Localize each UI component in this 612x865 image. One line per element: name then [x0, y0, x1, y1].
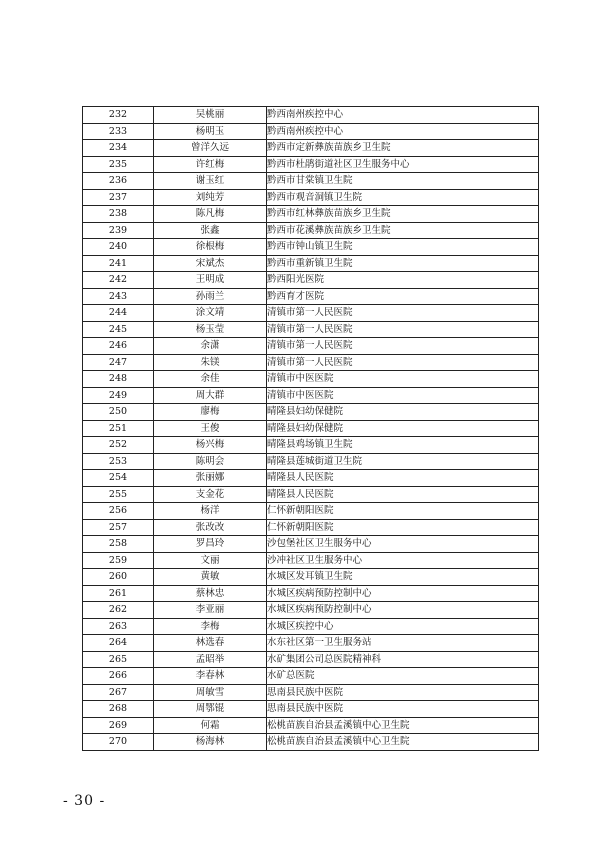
name-cell: 吴桃丽 [154, 107, 267, 124]
table-row [83, 651, 539, 668]
name-cell: 杨兴梅 [154, 437, 267, 454]
name-cell: 黄敏 [154, 569, 267, 586]
table-row [83, 255, 539, 272]
organization-cell: 晴隆县人民医院 [267, 486, 539, 503]
table-row [83, 717, 539, 734]
table-row [83, 239, 539, 256]
name-cell: 何霜 [154, 717, 267, 734]
name-cell: 陈凡梅 [154, 206, 267, 223]
organization-cell: 水矿集团公司总医院精神科 [267, 651, 539, 668]
organization-cell: 黔西南州疾控中心 [267, 123, 539, 140]
name-cell: 孟昭举 [154, 651, 267, 668]
table-row [83, 338, 539, 355]
row-number-cell: 260 [83, 569, 154, 586]
organization-cell: 晴隆县妇幼保健院 [267, 404, 539, 421]
roster-table-body [83, 107, 539, 751]
table-row [83, 305, 539, 322]
organization-cell: 清镇市中医医院 [267, 387, 539, 404]
name-cell: 张鑫 [154, 222, 267, 239]
row-number-cell: 242 [83, 272, 154, 289]
organization-cell: 黔西市定新彝族苗族乡卫生院 [267, 140, 539, 157]
organization-cell: 黔西市重新镇卫生院 [267, 255, 539, 272]
roster-table [82, 106, 539, 751]
table-row [83, 552, 539, 569]
table-row [83, 618, 539, 635]
table-row [83, 470, 539, 487]
row-number-cell: 248 [83, 371, 154, 388]
name-cell: 罗昌玲 [154, 536, 267, 553]
table-row [83, 387, 539, 404]
table-row [83, 585, 539, 602]
name-cell: 张改改 [154, 519, 267, 536]
name-cell: 曾洋久远 [154, 140, 267, 157]
organization-cell: 清镇市第一人民医院 [267, 321, 539, 338]
name-cell: 孙雨兰 [154, 288, 267, 305]
name-cell: 徐根梅 [154, 239, 267, 256]
row-number-cell: 234 [83, 140, 154, 157]
organization-cell: 仁怀新朝阳医院 [267, 519, 539, 536]
row-number-cell: 238 [83, 206, 154, 223]
table-row [83, 701, 539, 718]
name-cell: 周敏雪 [154, 684, 267, 701]
row-number-cell: 254 [83, 470, 154, 487]
organization-cell: 清镇市中医医院 [267, 371, 539, 388]
name-cell: 文丽 [154, 552, 267, 569]
row-number-cell: 257 [83, 519, 154, 536]
row-number-cell: 241 [83, 255, 154, 272]
table-row [83, 635, 539, 652]
name-cell: 王明成 [154, 272, 267, 289]
organization-cell: 仁怀新朝阳医院 [267, 503, 539, 520]
page-number: - 30 - [63, 793, 106, 809]
table-row [83, 536, 539, 553]
name-cell: 李梅 [154, 618, 267, 635]
organization-cell: 水矿总医院 [267, 668, 539, 685]
table-row [83, 371, 539, 388]
name-cell: 蔡林忠 [154, 585, 267, 602]
organization-cell: 黔西市钟山镇卫生院 [267, 239, 539, 256]
row-number-cell: 253 [83, 453, 154, 470]
row-number-cell: 259 [83, 552, 154, 569]
organization-cell: 黔西南州疾控中心 [267, 107, 539, 124]
name-cell: 杨海林 [154, 734, 267, 751]
row-number-cell: 265 [83, 651, 154, 668]
organization-cell: 清镇市第一人民医院 [267, 354, 539, 371]
table-row [83, 503, 539, 520]
organization-cell: 水城区疾控中心 [267, 618, 539, 635]
row-number-cell: 243 [83, 288, 154, 305]
table-row [83, 486, 539, 503]
name-cell: 余潇 [154, 338, 267, 355]
table-row [83, 173, 539, 190]
row-number-cell: 256 [83, 503, 154, 520]
row-number-cell: 237 [83, 189, 154, 206]
row-number-cell: 232 [83, 107, 154, 124]
row-number-cell: 236 [83, 173, 154, 190]
organization-cell: 晴隆县人民医院 [267, 470, 539, 487]
row-number-cell: 252 [83, 437, 154, 454]
name-cell: 杨洋 [154, 503, 267, 520]
name-cell: 李春林 [154, 668, 267, 685]
row-number-cell: 244 [83, 305, 154, 322]
row-number-cell: 233 [83, 123, 154, 140]
name-cell: 周鄂锟 [154, 701, 267, 718]
table-row [83, 734, 539, 751]
table-row [83, 453, 539, 470]
table-row [83, 189, 539, 206]
row-number-cell: 264 [83, 635, 154, 652]
row-number-cell: 269 [83, 717, 154, 734]
name-cell: 刘纯芳 [154, 189, 267, 206]
name-cell: 廖梅 [154, 404, 267, 421]
name-cell: 支金花 [154, 486, 267, 503]
row-number-cell: 240 [83, 239, 154, 256]
table-row [83, 288, 539, 305]
name-cell: 余佳 [154, 371, 267, 388]
organization-cell: 思南县民族中医院 [267, 684, 539, 701]
row-number-cell: 266 [83, 668, 154, 685]
organization-cell: 沙冲社区卫生服务中心 [267, 552, 539, 569]
organization-cell: 黔西阳光医院 [267, 272, 539, 289]
name-cell: 涂文靖 [154, 305, 267, 322]
table-row [83, 272, 539, 289]
name-cell: 宋斌杰 [154, 255, 267, 272]
row-number-cell: 255 [83, 486, 154, 503]
organization-cell: 思南县民族中医院 [267, 701, 539, 718]
row-number-cell: 235 [83, 156, 154, 173]
table-row [83, 569, 539, 586]
organization-cell: 黔西市甘棠镇卫生院 [267, 173, 539, 190]
row-number-cell: 249 [83, 387, 154, 404]
row-number-cell: 263 [83, 618, 154, 635]
table-row [83, 156, 539, 173]
row-number-cell: 247 [83, 354, 154, 371]
organization-cell: 晴隆县莲城街道卫生院 [267, 453, 539, 470]
name-cell: 李亚丽 [154, 602, 267, 619]
table-row [83, 668, 539, 685]
table-row [83, 140, 539, 157]
table-row [83, 107, 539, 124]
organization-cell: 水城区疾病预防控制中心 [267, 602, 539, 619]
organization-cell: 黔西市红林彝族苗族乡卫生院 [267, 206, 539, 223]
row-number-cell: 251 [83, 420, 154, 437]
table-row [83, 602, 539, 619]
table-row [83, 123, 539, 140]
table-row [83, 354, 539, 371]
organization-cell: 水城区疾病预防控制中心 [267, 585, 539, 602]
row-number-cell: 268 [83, 701, 154, 718]
organization-cell: 松桃苗族自治县孟溪镇中心卫生院 [267, 717, 539, 734]
table-row [83, 519, 539, 536]
row-number-cell: 258 [83, 536, 154, 553]
organization-cell: 黔西市杜鹃街道社区卫生服务中心 [267, 156, 539, 173]
row-number-cell: 267 [83, 684, 154, 701]
table-row [83, 206, 539, 223]
table-row [83, 684, 539, 701]
organization-cell: 清镇市第一人民医院 [267, 338, 539, 355]
name-cell: 朱镁 [154, 354, 267, 371]
name-cell: 杨玉莹 [154, 321, 267, 338]
name-cell: 林选春 [154, 635, 267, 652]
organization-cell: 清镇市第一人民医院 [267, 305, 539, 322]
organization-cell: 水东社区第一卫生服务站 [267, 635, 539, 652]
name-cell: 周大群 [154, 387, 267, 404]
table-row [83, 222, 539, 239]
organization-cell: 晴隆县妇幼保健院 [267, 420, 539, 437]
name-cell: 张丽娜 [154, 470, 267, 487]
organization-cell: 水城区发耳镇卫生院 [267, 569, 539, 586]
name-cell: 陈明会 [154, 453, 267, 470]
row-number-cell: 270 [83, 734, 154, 751]
organization-cell: 黔西市观音洞镇卫生院 [267, 189, 539, 206]
row-number-cell: 250 [83, 404, 154, 421]
row-number-cell: 246 [83, 338, 154, 355]
name-cell: 谢玉红 [154, 173, 267, 190]
name-cell: 王俊 [154, 420, 267, 437]
organization-cell: 晴隆县鸡场镇卫生院 [267, 437, 539, 454]
row-number-cell: 239 [83, 222, 154, 239]
row-number-cell: 262 [83, 602, 154, 619]
table-row [83, 437, 539, 454]
table-row [83, 321, 539, 338]
row-number-cell: 245 [83, 321, 154, 338]
table-row [83, 420, 539, 437]
name-cell: 许红梅 [154, 156, 267, 173]
organization-cell: 黔西市花溪彝族苗族乡卫生院 [267, 222, 539, 239]
row-number-cell: 261 [83, 585, 154, 602]
table-row [83, 404, 539, 421]
organization-cell: 沙包堡社区卫生服务中心 [267, 536, 539, 553]
organization-cell: 松桃苗族自治县孟溪镇中心卫生院 [267, 734, 539, 751]
name-cell: 杨明玉 [154, 123, 267, 140]
organization-cell: 黔西育才医院 [267, 288, 539, 305]
